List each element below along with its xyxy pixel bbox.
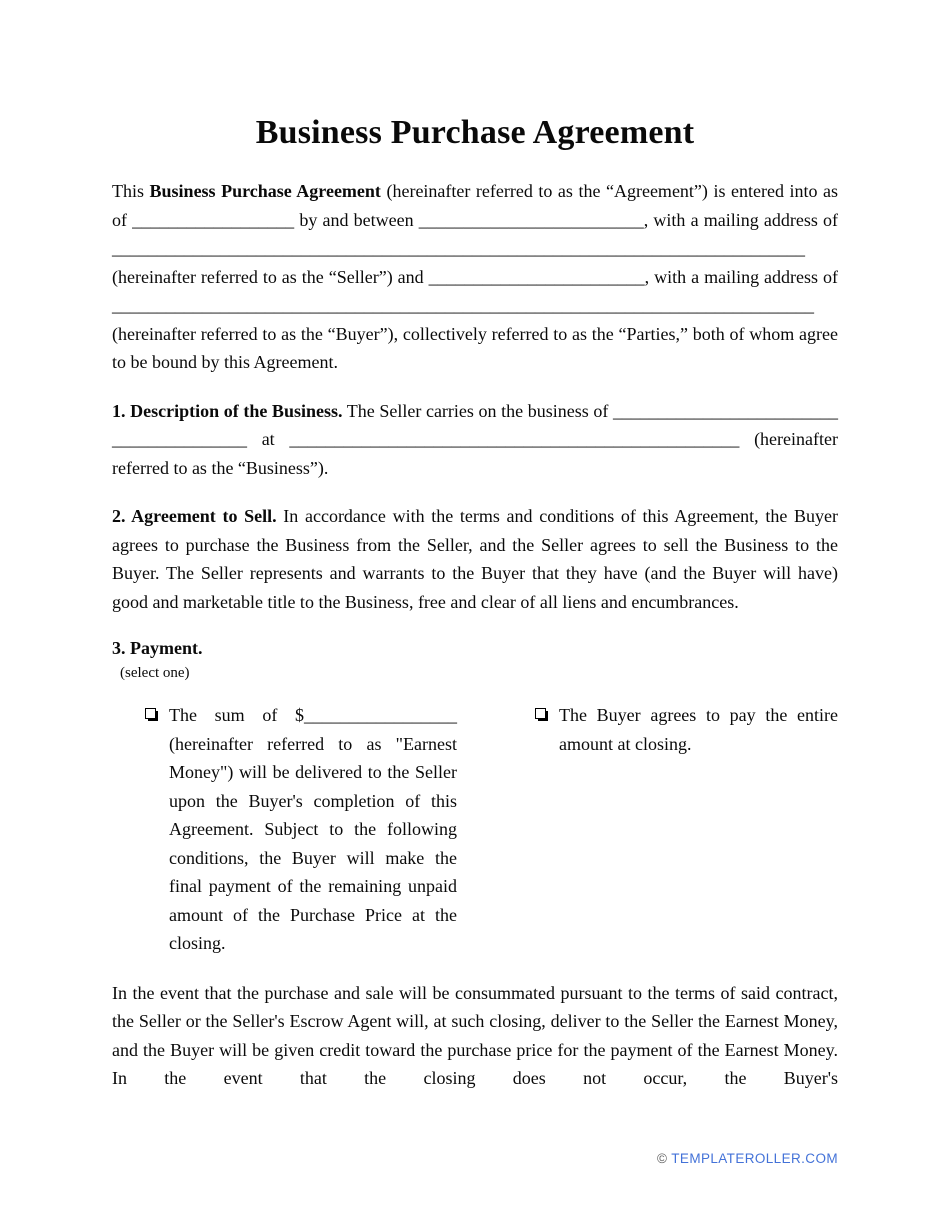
section-1-text: The Seller carries on the business of xyxy=(342,400,613,421)
payment-option-full-at-closing-text: The Buyer agrees to pay the entire amount at closing. xyxy=(559,705,838,754)
fill-in-blank-effective-date[interactable]: __________________ xyxy=(132,209,295,230)
fill-in-blank-business-location[interactable]: __________________________________________________ xyxy=(289,429,740,449)
section-1-heading: 1. Description of the Business. xyxy=(112,400,343,421)
fill-in-blank-earnest-money-amount[interactable]: _________________ xyxy=(304,705,457,725)
intro-paragraph xyxy=(112,177,838,377)
intro-text: This xyxy=(112,181,150,201)
payment-option-full-at-closing[interactable] xyxy=(535,701,838,758)
intro-bold-title: Business Purchase Agreement xyxy=(149,181,381,201)
intro-text: , with a mailing address of xyxy=(643,209,838,230)
intro-text: (hereinafter referred to as the “Seller”) and xyxy=(112,266,429,287)
payment-option-earnest-money[interactable] xyxy=(145,701,457,958)
footer xyxy=(657,1150,838,1168)
fill-in-blank-buyer-address[interactable]: ______________________________________________________________________________ xyxy=(112,295,814,315)
checkbox-icon[interactable] xyxy=(145,708,156,719)
option-text: (hereinafter referred to as "Earnest Money") will be delivered to the Seller upon the Buyer's completion of this Agreement. Subject to the following conditions, the Buyer will make the final payment of the remaining unpaid amount of the Purchase Price at the closing. xyxy=(169,733,457,953)
fill-in-blank-seller-address[interactable]: _____________________________________________________________________________ xyxy=(112,238,805,258)
checkbox-icon[interactable] xyxy=(535,708,546,719)
payment-options xyxy=(145,701,838,958)
section-2-paragraph xyxy=(112,502,838,616)
fill-in-blank-buyer-name[interactable]: ________________________ xyxy=(428,266,645,287)
section-2-heading: 2. Agreement to Sell. xyxy=(112,506,277,526)
payment-option-earnest-money-text xyxy=(169,701,457,958)
section-2-text: In accordance with the terms and conditions of this Agreement, the Buyer agrees to purchase the Business from the Seller, and the Seller agrees to sell the Business to the Buyer. The Seller represents and warrants to the Buyer that they have (and the Buyer will have) good and marketable title to the Business, free and clear of all liens and encumbrances. xyxy=(112,506,838,612)
fill-in-blank-business-description[interactable]: ________________________________________ xyxy=(112,400,838,449)
section-1-text: (hereinafter referred to as the “Business”). xyxy=(112,429,838,478)
intro-text: (hereinafter referred to as the “Agreement”) is entered into as of xyxy=(112,181,838,230)
option-text: The sum of $ xyxy=(169,705,304,725)
section-1-text: at xyxy=(247,429,290,449)
copyright-icon: © xyxy=(656,1151,668,1166)
section-3-heading: 3. Payment. xyxy=(112,638,203,658)
fill-in-blank-seller-name[interactable]: _________________________ xyxy=(418,209,644,230)
closing-paragraph: In the event that the purchase and sale will be consummated pursuant to the terms of said contract, the Seller or the Seller's Escrow Agent will, at such closing, deliver to the Seller the Earnest Money, and the Buyer will be given credit toward the purchase price for the payment of the Earnest Money. In the event that the closing does not occur, the Buyer's xyxy=(112,982,838,1088)
intro-text: by and between xyxy=(294,209,419,230)
select-one-note: (select one) xyxy=(120,665,190,681)
templateroller-link[interactable]: TEMPLATEROLLER.COM xyxy=(671,1151,838,1166)
section-1-paragraph xyxy=(112,397,838,483)
intro-text: , with a mailing address of xyxy=(644,266,838,287)
page-title: Business Purchase Agreement xyxy=(255,114,695,151)
intro-text: (hereinafter referred to as the “Buyer”), collectively referred to as the “Parties,” both of whom agree to be bound by this Agreement. xyxy=(112,323,838,372)
